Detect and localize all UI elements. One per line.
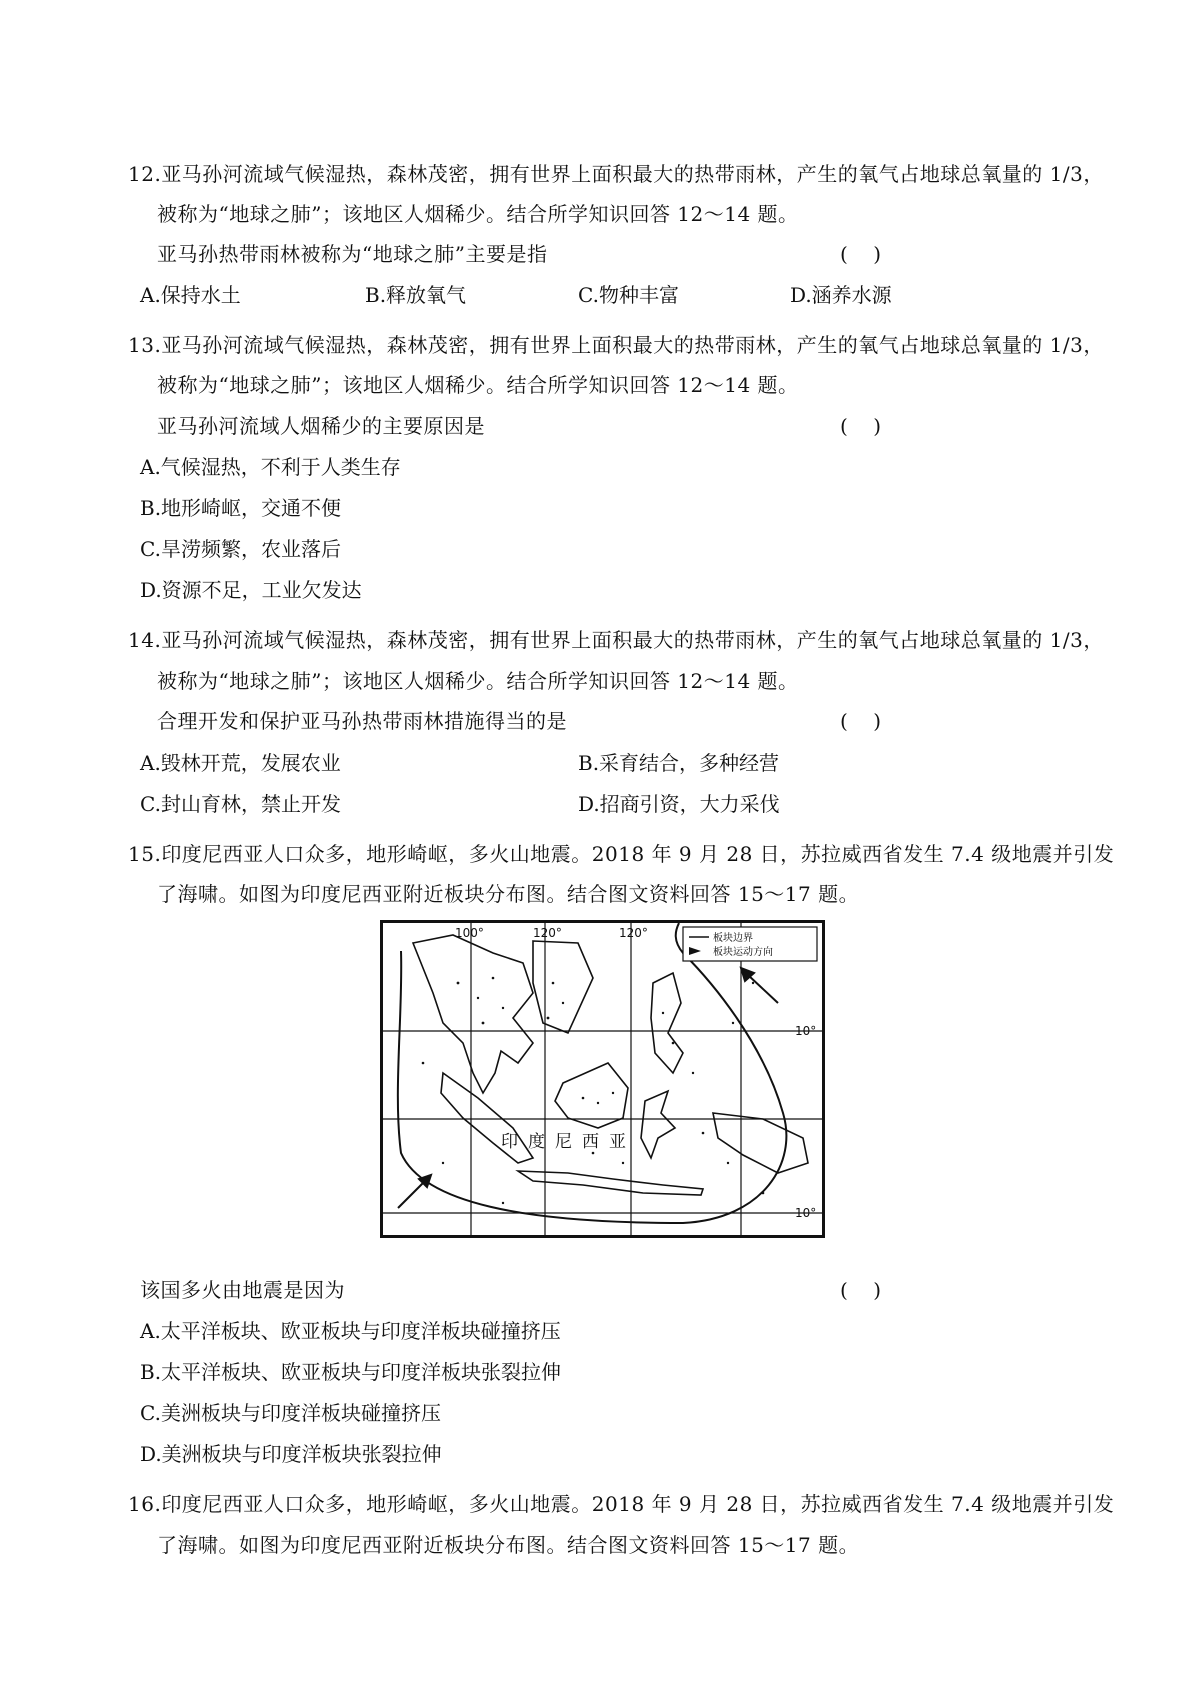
- indian-plate-arrow: [398, 1181, 425, 1208]
- plate-distribution-map: [380, 920, 825, 1238]
- q13-number: 13.: [128, 333, 162, 357]
- q15-option-c: C.美洲板块与印度洋板块碰撞挤压: [140, 1401, 441, 1425]
- lat-label-south: 10°: [795, 1206, 817, 1220]
- q16-stem-line2: 了海啸。如图为印度尼西亚附近板块分布图。结合图文资料回答 15～17 题。: [157, 1533, 860, 1557]
- lon-label-120a: 120°: [533, 926, 562, 940]
- borneo-island: [555, 1063, 628, 1128]
- lat-label-north: 10°: [795, 1024, 817, 1038]
- q14-question: 合理开发和保护亚马孙热带雨林措施得当的是: [157, 709, 567, 733]
- q14-option-a: A.毁林开荒，发展农业: [140, 751, 341, 775]
- q15-stem-line1: 15.印度尼西亚人口众多，地形崎岖，多火山地震。2018 年 9 月 28 日，苏拉威西省发生 7.4 级地震并引发: [128, 842, 1115, 866]
- new-guinea-island: [713, 1113, 808, 1173]
- q15-option-d: D.美洲板块与印度洋板块张裂拉伸: [140, 1442, 442, 1466]
- q14-option-c: C.封山育林，禁止开发: [140, 792, 341, 816]
- q15-option-b: B.太平洋板块、欧亚板块与印度洋板块张裂拉伸: [140, 1360, 562, 1384]
- q13-option-c: C.旱涝频繁，农业落后: [140, 537, 341, 561]
- q12-option-d: D.涵养水源: [790, 283, 892, 307]
- q13-option-b: B.地形崎岖，交通不便: [140, 496, 342, 520]
- q12-question: 亚马孙热带雨林被称为“地球之肺”主要是指: [157, 242, 548, 266]
- plate-boundary-line: [398, 923, 787, 1223]
- q15-option-a: A.太平洋板块、欧亚板块与印度洋板块碰撞挤压: [140, 1319, 561, 1343]
- q13-question: 亚马孙河流域人烟稀少的主要原因是: [157, 414, 485, 438]
- q16-number: 16.: [128, 1492, 162, 1516]
- lon-label-100: 100°: [455, 926, 484, 940]
- lon-label-120b: 120°: [619, 926, 648, 940]
- q14-option-d: D.招商引资，大力采伐: [578, 792, 780, 816]
- q12-stem-line2: 被称为“地球之肺”；该地区人烟稀少。结合所学知识回答 12～14 题。: [157, 202, 799, 226]
- q12-answer-paren: ( ): [840, 242, 882, 266]
- philippines-islands: [651, 973, 683, 1073]
- plate-map-svg: [383, 923, 822, 1235]
- q13-stem-line1: 13.亚马孙河流域气候湿热，森林茂密，拥有世界上面积最大的热带雨林，产生的氧气占地球总氧量的 1/3，: [128, 333, 1104, 357]
- q14-option-b: B.采育结合，多种经营: [578, 751, 780, 775]
- indonesia-label: 印度尼西亚: [501, 1132, 636, 1152]
- q12-option-c: C.物种丰富: [578, 283, 679, 307]
- q15-answer-paren: ( ): [840, 1278, 882, 1302]
- q12-stem-line1: 12.亚马孙河流域气候湿热，森林茂密，拥有世界上面积最大的热带雨林，产生的氧气占地球总氧量的 1/3，: [128, 162, 1104, 186]
- q15-question: 该国多火由地震是因为: [140, 1278, 345, 1302]
- q13-option-d: D.资源不足，工业欠发达: [140, 578, 362, 602]
- q14-answer-paren: ( ): [840, 709, 882, 733]
- legend-boundary-text: 板块边界: [713, 933, 753, 944]
- q13-answer-paren: ( ): [840, 414, 882, 438]
- java-island-chain: [518, 1171, 703, 1195]
- q14-stem-line1: 14.亚马孙河流域气候湿热，森林茂密，拥有世界上面积最大的热带雨林，产生的氧气占地球总氧量的 1/3，: [128, 628, 1104, 652]
- q12-option-a: A.保持水土: [140, 283, 241, 307]
- indochina-coast: [533, 941, 593, 1033]
- map-speckles: [422, 977, 765, 1204]
- q14-stem-line2: 被称为“地球之肺”；该地区人烟稀少。结合所学知识回答 12～14 题。: [157, 669, 799, 693]
- q13-option-a: A.气候湿热，不利于人类生存: [140, 455, 401, 479]
- mainland-southeast-asia: [413, 935, 533, 1093]
- q15-number: 15.: [128, 842, 162, 866]
- sulawesi-island: [641, 1091, 675, 1158]
- map-legend: [683, 927, 817, 961]
- q12-option-b: B.释放氧气: [365, 283, 467, 307]
- pacific-plate-arrow: [748, 975, 778, 1003]
- q15-stem-line2: 了海啸。如图为印度尼西亚附近板块分布图。结合图文资料回答 15～17 题。: [157, 882, 860, 906]
- q16-stem-line1: 16.印度尼西亚人口众多，地形崎岖，多火山地震。2018 年 9 月 28 日，苏拉威西省发生 7.4 级地震并引发: [128, 1492, 1115, 1516]
- q12-number: 12.: [128, 162, 162, 186]
- legend-motion-text: 板块运动方向: [713, 947, 773, 958]
- q14-number: 14.: [128, 628, 162, 652]
- q13-stem-line2: 被称为“地球之肺”；该地区人烟稀少。结合所学知识回答 12～14 题。: [157, 373, 799, 397]
- plate-motion-arrows: [398, 968, 778, 1208]
